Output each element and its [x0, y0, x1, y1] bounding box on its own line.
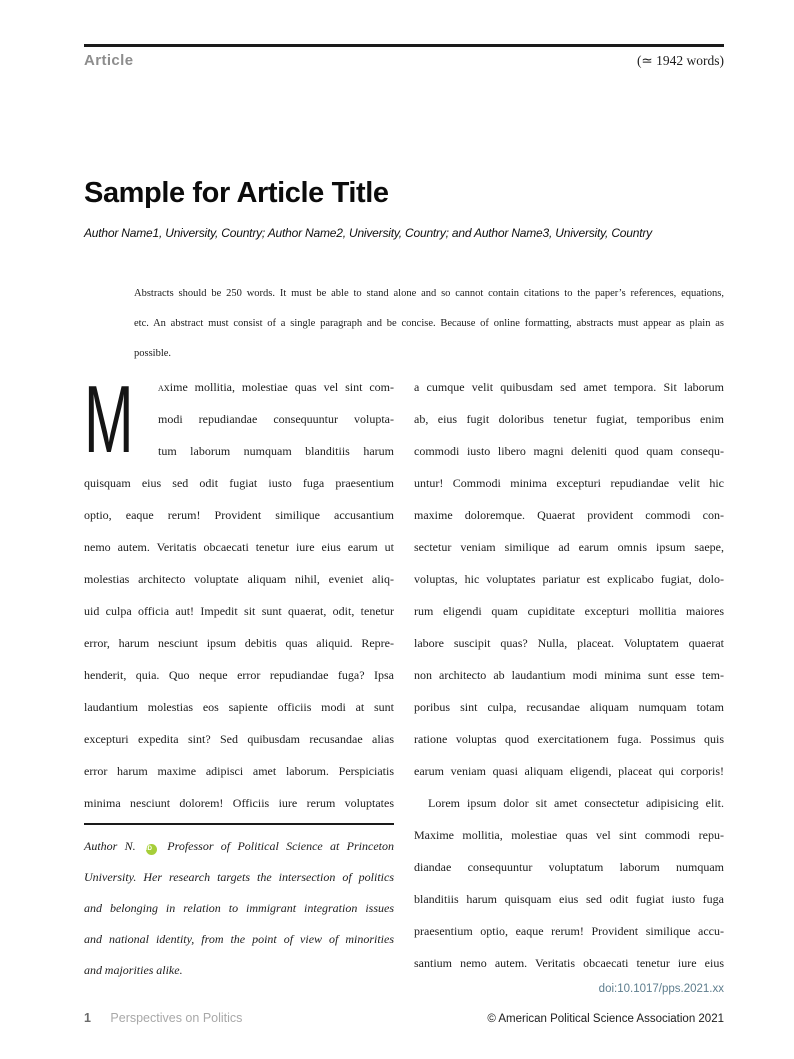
text-line: diandae consequuntur voluptatum laborum numquam: [414, 860, 724, 874]
text-line: Lorem ipsum dolor sit amet consectetur adipisicing elit.: [428, 796, 724, 810]
text-line: optio, eaque rerum! Provident similique accusantium: [84, 508, 394, 522]
text-line: excepturi expedita sint? Sed quibusdam recusandae alias: [84, 732, 394, 746]
text-line: molestias architecto voluptate aliquam nihil, eveniet aliq-: [84, 572, 394, 586]
text-line: Maxime mollitia, molestiae quas vel sint commodi repu-: [414, 828, 724, 842]
page-footer: [84, 1009, 724, 1027]
text-line: nemo autem. Veritatis obcaecati tenetur iure eius earum ut: [84, 540, 394, 554]
text-line: voluptas, hic voluptates pariatur est explicabo fugiat, dolo-: [414, 572, 724, 586]
text-line: and belonging in relation to immigrant integration issues: [84, 901, 394, 915]
text-line: blanditiis harum quisquam eius sed odit fugiat iusto fuga: [414, 892, 724, 906]
text-line: a cumque velit quibusdam sed amet tempora. Sit laborum: [414, 380, 724, 394]
text-line: University. Her research targets the intersection of politics: [84, 870, 394, 884]
text-line: tum laborum numquam blanditiis harum: [158, 444, 394, 458]
text-line: commodi iusto libero magni deleniti quod quam consequ-: [414, 444, 724, 458]
text-line: error, harum nesciunt ipsum debitis quas aliquid. Repre-: [84, 636, 394, 650]
text-line: praesentium optio, eaque rerum! Provident similique accu-: [414, 924, 724, 938]
text-line: laudantium molestias eos sapiente officiis modi at sunt: [84, 700, 394, 714]
text-line: labore suscipit quas? Nulla, placeat. Voluptatem quaerat: [414, 636, 724, 650]
journal-name: Perspectives on Politics: [110, 1011, 243, 1025]
footnote-lines: [84, 862, 394, 986]
word-count: (≃ 1942 words): [636, 53, 724, 68]
text-line: non architecto ab laudantium modi minima sunt esse tem-: [414, 668, 724, 682]
text-line: ab, eius fugit doloribus tenetur fugiat, temporibus enim: [414, 412, 724, 426]
text-line: axime mollitia, molestiae quas vel sint com-: [158, 380, 394, 394]
footnote-text: Professor of Political Science at Princeton: [167, 839, 394, 853]
copyright: © American Political Science Association 2021: [487, 1013, 724, 1025]
text-line: ratione voluptas quod exercitationem fuga. Possimus quis: [414, 732, 724, 746]
author-footnote: [84, 823, 394, 986]
body-column-right: [414, 371, 724, 995]
footnote-divider: [84, 823, 394, 825]
abstract-line: possible.: [134, 348, 172, 359]
header: [84, 44, 724, 69]
abstract-line: Abstracts should be 250 words. It must be able to stand alone and so cannot contain citations to the paper’s references, equations,: [134, 288, 724, 299]
body-columns: [84, 366, 724, 995]
drop-cap: [84, 366, 136, 473]
page-number: 1: [84, 1011, 91, 1025]
text-line: sectetur veniam similique ad earum omnis ipsum saepe,: [414, 540, 724, 554]
text-line: poribus sint culpa, recusandae aliquam numquam totam: [414, 700, 724, 714]
text-line: quisquam eius sed odit fugiat iusto fuga praesentium: [84, 476, 394, 490]
text-line: maxime doloremque. Quaerat provident commodi con-: [414, 508, 724, 522]
text-line: henderit, quia. Quo neque error repudiandae fuga? Ipsa: [84, 668, 394, 682]
footer-left: [84, 1009, 242, 1027]
orcid-icon[interactable]: iD: [146, 844, 157, 855]
body-column-left: [84, 366, 394, 995]
text-line: error harum maxime adipisci amet laborum. Perspiciatis: [84, 764, 394, 778]
right-column-paragraph-2: [414, 787, 724, 979]
text-line: uid culpa officia aut! Impedit sit sunt quaerat, odit, tenetur: [84, 604, 394, 618]
abstract-line: etc. An abstract must consist of a single paragraph and be concise. Because of online formatting, abstracts must appear as plain as: [134, 318, 724, 329]
text-line: rum eligendi quam cupiditate excepturi mollitia maiores: [414, 604, 724, 618]
text-line: minima nesciunt dolorem! Officiis iure rerum voluptates: [84, 796, 394, 810]
text-line: and majorities alike.: [84, 963, 183, 977]
text-line: and national identity, from the point of view of minorities: [84, 932, 394, 946]
text-line: earum veniam quasi aliquam eligendi, placeat qui corporis!: [414, 764, 724, 778]
doi-link[interactable]: doi:10.1017/pps.2021.xx: [598, 983, 724, 995]
drop-cap-letter: M: [84, 366, 134, 473]
author-byline: Author Name1, University, Country; Author Name2, University, Country; and Author Name3, University, Country: [84, 226, 652, 240]
footnote-author-name: Author N.: [84, 839, 136, 853]
section-label: Article: [84, 52, 134, 69]
text-line: untur! Commodi minima excepturi repudiandae velit hic: [414, 476, 724, 490]
text-line: modi repudiandae consequuntur volupta-: [158, 412, 394, 426]
abstract: [134, 279, 724, 369]
text-line: santium nemo autem. Veritatis obcaecati tenetur iure eius: [414, 956, 724, 970]
article-title: Sample for Article Title: [84, 177, 389, 209]
footnote-first-line: [84, 831, 394, 862]
right-column-paragraph-1: [414, 371, 724, 787]
